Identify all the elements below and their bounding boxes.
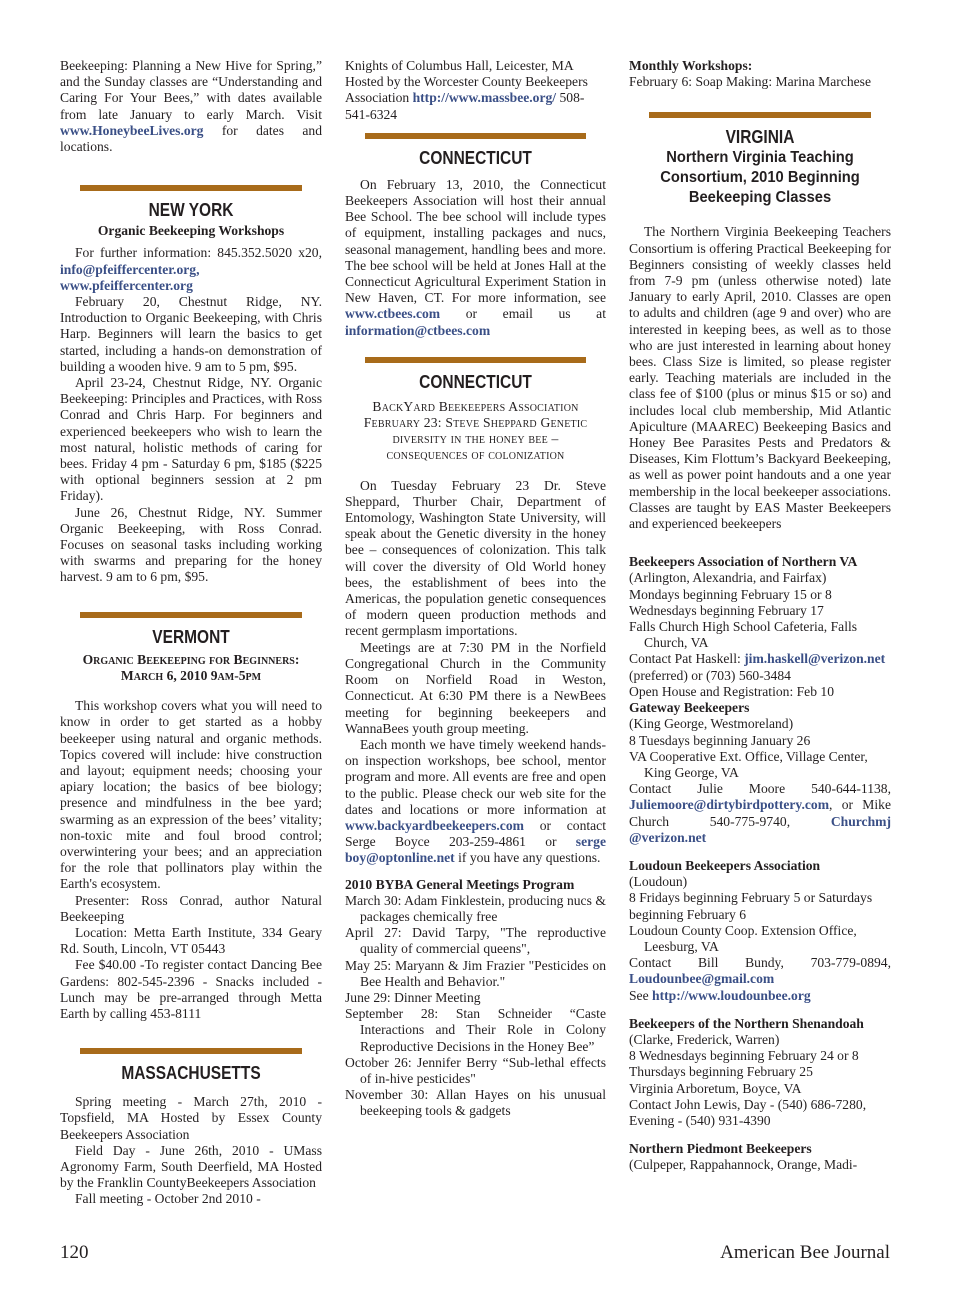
ny-info-text: For further information: 845.352.5020 x20, [75,245,322,261]
program-item: October 26: Jennifer Berry “Sub-lethal effects of in-hive pesticides" [345,1054,606,1086]
section-divider [80,185,302,191]
loudoun-contact: Contact Bill Bundy, 703-779-0894, [629,955,891,971]
banv-title: Beekeepers Association of Northern VA [629,554,858,570]
massbee-link[interactable]: http://www.massbee.org/ [412,90,557,106]
ny-event-3: June 26, Chestnut Ridge, NY. Summer Organic Beekeeping, with Ross Conrad. Focuses on seasonal tasks including working with swarms and preparing for the honey harvest. 9 am to 6 pm, $95. [60,504,322,585]
massbee-continued [345,58,606,123]
ny-info [60,245,322,294]
ct-email-text: or email us at [440,306,606,322]
pfeiffer-link[interactable]: info@pfeiffercenter.org, www.pfeiffercenter.org [60,261,200,293]
banv-line: Open House and Registration: Feb 10 [629,683,835,699]
gateway-line: VA Cooperative Ext. Office, Village Center, King George, VA [629,748,868,780]
ctbees-link[interactable]: www.ctbees.com [345,306,441,322]
banv-line: Mondays beginning February 15 or 8 [629,586,832,602]
backyardbeekeepers-link[interactable]: www.backyardbeekeepers.com [345,817,524,833]
virginia-heading: VIRGINIA [725,127,795,148]
gateway-title: Gateway Beekeepers [629,700,750,716]
gateway-contact [629,781,891,846]
column-1 [60,58,322,1208]
program-item: May 25: Maryann & Jim Frazier "Pesticides on Bee Health and Behavior." [345,957,606,989]
column-3 [629,58,891,1174]
ny-event-2: April 23-24, Chestnut Ridge, NY. Organic Beekeeping: Principles and Practices, with Ross Conrad and Chris Harp. For beginners and experienced beekeepers who wish to learn the most natural, holistic methods of caring for bees. Friday 4 pm - Saturday 6 pm, $185 ($225 with optional beginners session at 2 pm Friday). [60,375,323,504]
juliemoore-email-link[interactable]: Juliemoore@dirtybirdpottery.com [629,797,830,813]
virginia-subheading: Northern Virginia Teaching Consortium, 2010 Beginning Beekeeping Classes [660,149,860,207]
ct-workshops-text: Each month we have timely weekend hands-on inspection workshops, bee school, mentor program and more. All events are free and open to the public. Please check our web site for the dates and locations or more information at [345,736,606,817]
ct-talk-description: On Tuesday February 23 Dr. Steve Sheppard, Thurber Chair, Department of Entomology, Washington State University, will speak about the Genetic diversity in the honey bee – consequences of colonization. This talk will cover the diversity of Old World honey bees, the establishment of bees into the Americas, the population genetic consequences of modern queen production methods and recent germplasm importations. [345,477,606,639]
banv-contact-text: Contact Pat Haskell: [629,651,745,667]
loudoun-email-line [629,971,891,987]
gateway-line: (King George, Westmoreland) [629,716,794,732]
program-item: June 29: Dinner Meeting [345,989,481,1005]
section-divider [365,133,586,139]
va-description: The Northern Virginia Beekeeping Teachers Consortium is offering Practical Beekeeping for Beginners consisting of weekly classes held from 7-9 pm (unless otherwise noted) late January to early April, 2010. Classes are open to adults and children (age 9 and over) who are interested in keeping bees, as well as to those who are just interested in learning about honey bees. Class Size is limited, so please register early. Teaching materials are included in the class fee of $100 (plus or minus $15 or so) and includes local club membership, Mid Atlantic Apiculture (MAAREC) Beekeeping Basics and Honey Bee Parasites Pests and Predators & Diseases, Kim Flottum’s Backyard Beekeeping, as well as power point handouts and a one year membership in the local beekeeper associations. Classes are taught by EAS Master Beekeepers and experienced beekeepers [629,224,891,532]
banv-contact [629,651,891,683]
monthly-workshops-title: Monthly Workshops: [629,58,753,73]
banv-contact-phone: (preferred) or (703) 560-3484 [629,667,791,683]
honeybeelives-link[interactable]: www.HoneybeeLives.org [60,122,204,138]
section-divider [80,1048,302,1054]
connecticut-heading-1: CONNECTICUT [419,147,532,168]
monthly-workshop-item: February 6: Soap Making: Marina Marchese [629,74,871,90]
massbee-phone: 508-541-6324 [345,90,585,122]
new-york-subheading: Organic Beekeeping Workshops [97,223,285,239]
vt-paragraph-1: This workshop covers what you will need to know in order to get started as a hobby beekeeper using natural and organic methods. Topics covered will include: hive construction and layout; equipment needs; choosing your apiary location; the basics of bee biology; presence and mindfulness in the bee yard; swarming as an expression of the bees’ vitality; non-toxic mite and foul brood control; overwintering your bees; and an appreciation for the role that pollinators play within the Earth's ecosystem. [60,698,322,892]
loudoun-see-text: See [629,987,653,1003]
byba-subheading-1: BackYard Beekeepers Association [372,398,579,414]
shenandoah-line: Contact John Lewis, Day - (540) 686-7280, Evening - (540) 931-4390 [629,1096,867,1128]
shenandoah-title: Beekeepers of the Northern Shenandoah [629,1015,864,1031]
ct-contact-text: or contact Serge Boyce 203-259-4861 or [345,817,606,850]
journal-name: American Bee Journal [720,1242,890,1263]
program-item: November 30: Allan Hayes on his unusual beekeeping tools & gadgets [345,1087,606,1119]
vermont-heading: VERMONT [152,626,230,647]
ctbees-email-link[interactable]: information@ctbees.com [345,322,491,338]
banv-line: Falls Church High School Cafeteria, Falls Church, VA [629,619,858,651]
loudoun-line: (Loudoun) [629,874,688,890]
program-item: September 28: Stan Schneider “Caste Interactions and Their Role in Colony Reproductive Decisions in the Honey Bee” [345,1006,606,1054]
ma-field-day: Field Day - June 26th, 2010 - UMass Agronomy Farm, South Deerfield, MA Hosted by the Franklin CountyBeekeepers Association [60,1142,322,1191]
loudoun-line: Loudoun County Coop. Extension Office, Leesburg, VA [629,922,857,954]
program-title: 2010 BYBA General Meetings Program [345,876,575,892]
ct-meeting-info: Meetings are at 7:30 PM in the Norfield Congregational Church in the Community Room on Norfield Road in Weston, Connecticut. At 6:30 PM there is a NewBees meeting for beginning beekeepers and WannaBees youth group meeting. [345,639,606,736]
churchmj-email-link[interactable]: Churchmj @verizon.net [629,813,891,845]
banv-line: (Arlington, Alexandria, and Fairfax) [629,570,827,586]
byba-subheading-3: consequences of colonization [386,447,565,463]
massbee-text: Knights of Columbus Hall, Leicester, MA Hosted by the Worcester County Beekeepers Association [345,58,588,106]
piedmont-line: (Culpeper, Rappahannock, Orange, Madi- [629,1157,858,1173]
ny-event-1: February 20, Chestnut Ridge, NY. Introduction to Organic Beekeeping, with Chris Harp. Beginners will learn the basics to get started, including a hands-on demonstration of building a wooden hive. 9 am to 5 pm, $95. [60,294,322,374]
vt-location: Location: Metta Earth Institute, 334 Geary Rd. South, Lincoln, VT 05443 [60,924,322,957]
gateway-contact-text: Contact Julie Moore 540-644-1138, [629,781,891,797]
new-york-heading: NEW YORK [148,200,234,221]
haskell-email-link[interactable]: jim.haskell@verizon.net [744,651,886,667]
program-item: April 27: David Tarpy, "The reproductive quality of commercial queens", [345,925,606,957]
ct-bee-school-text: On February 13, 2010, the Connecticut Beekeepers Association will host their annual Bee School. The bee school will include types of equipment, installing packages and nucs, seasonal management, handling bees and more. The bee school will be held at Jones Hall at the Connecticut Agricultural Experiment Station in New Haven, CT. For more information, see [345,176,606,306]
ct-bee-school [345,177,606,339]
shenandoah-line: 8 Wednesdays beginning February 24 or 8 Thursdays beginning February 25 [629,1048,859,1080]
ct-workshops [345,737,606,867]
intro-text: Beekeeping: Planning a New Hive for Spring,” and the Sunday classes are “Understanding and Caring For Your Bees,” with dates available from late January to early March. Visit [60,58,322,122]
section-divider [649,112,871,118]
connecticut-heading-2: CONNECTICUT [419,371,532,392]
section-divider [80,612,302,618]
intro-text-end: for dates and locations. [60,122,322,155]
intro-paragraph [60,58,322,155]
program-item: March 30: Adam Finklestein, producing nucs & packages chemically free [345,892,606,924]
byba-subheading-2: February 23: Steve Sheppard Genetic diversity in the honey bee – [363,415,588,447]
section-divider [365,357,586,363]
shenandoah-line: (Clarke, Frederick, Warren) [629,1031,780,1047]
vermont-subheading-2: March 6, 2010 9am-5pm [120,667,262,683]
loudoun-email-link[interactable]: Loudounbee@gmail.com [629,971,775,987]
vt-fee: Fee $40.00 -To register contact Dancing Bee Gardens: 802-545-2396 - Snacks included - Lunch may be pre-arranged through Metta Earth by calling 453-8111 [60,957,322,1021]
vermont-subheading-1: Organic Beekeeping for Beginners: [82,651,300,667]
ma-fall-meeting: Fall meeting - October 2nd 2010 - [75,1191,261,1207]
loudoun-line: 8 Fridays beginning February 5 or Saturdays beginning February 6 [629,890,873,922]
ct-questions-text: if you have any questions. [454,850,601,866]
loudoun-website-link[interactable]: http://www.loudounbee.org [652,987,811,1003]
shenandoah-line: Virginia Arboretum, Boyce, VA [629,1080,802,1096]
page-number: 120 [60,1242,89,1263]
ma-spring-meeting: Spring meeting - March 27th, 2010 - Topsfield, MA Hosted by Essex County Beekeepers Association [60,1094,322,1142]
serge-email-link[interactable]: serge boy@optonline.net [345,834,606,866]
massachusetts-heading: MASSACHUSETTS [121,1063,261,1084]
loudoun-website-line [629,988,891,1004]
gateway-line: 8 Tuesdays beginning January 26 [629,732,811,748]
column-2 [345,58,606,1120]
piedmont-title: Northern Piedmont Beekeepers [629,1141,812,1157]
gateway-contact-text-2: , or Mike Church 540-775-9740, [629,797,891,829]
vt-presenter: Presenter: Ross Conrad, author Natural Beekeeping [60,892,322,924]
loudoun-title: Loudoun Beekeepers Association [629,857,821,873]
banv-line: Wednesdays beginning February 17 [629,602,824,618]
